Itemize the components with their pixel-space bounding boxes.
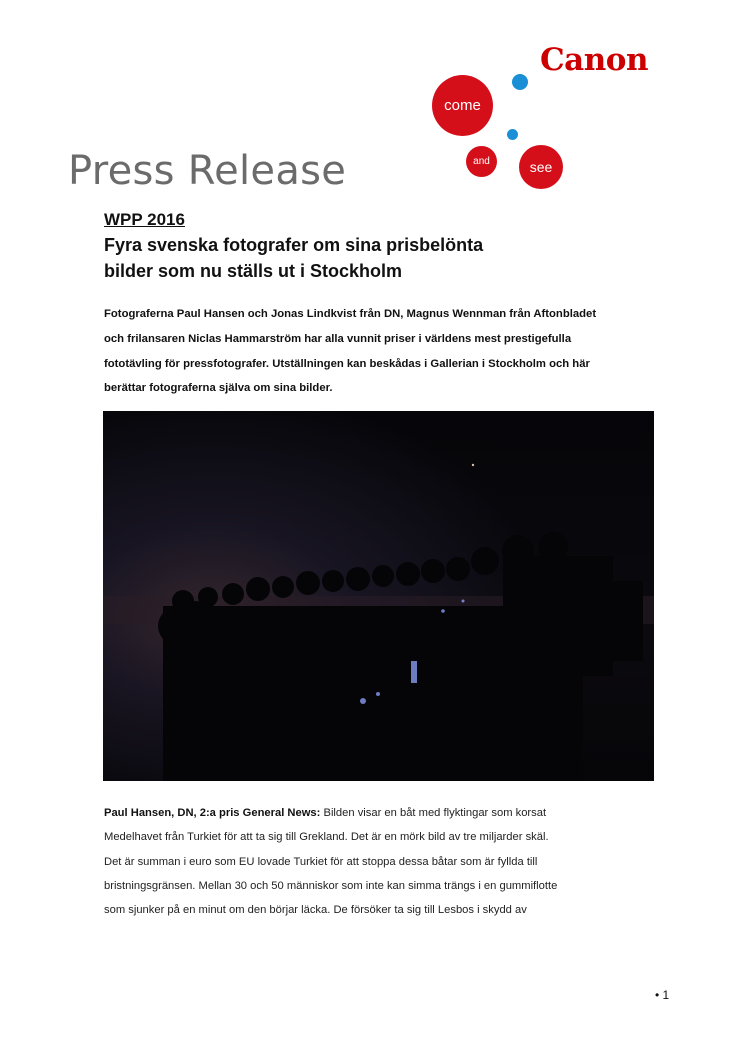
page-number-value: 1 bbox=[662, 988, 670, 1002]
headline-tag: WPP 2016 bbox=[104, 210, 185, 229]
body-paragraph bbox=[104, 801, 664, 922]
come-text: come bbox=[444, 97, 481, 114]
photo-illustration bbox=[103, 411, 654, 781]
blue-dot-decoration bbox=[512, 74, 528, 90]
body-line: som sjunker på en minut om den börjar läcka. De försöker ta sig till Lesbos i skydd av bbox=[104, 904, 527, 917]
headline-line: Fyra svenska fotografer om sina prisbelönta bbox=[104, 235, 484, 255]
page-bullet: • bbox=[655, 988, 660, 1002]
headline-line: bilder som nu ställs ut i Stockholm bbox=[104, 261, 403, 281]
body-line: bristningsgränsen. Mellan 30 och 50 människor som inte kan simma trängs i en gummiflotte bbox=[104, 879, 558, 892]
see-bubble bbox=[519, 145, 563, 189]
news-photo bbox=[103, 411, 654, 781]
intro-line: berättar fotograferna själva om sina bilder. bbox=[104, 382, 333, 395]
intro-line: fototävling för pressfotografer. Utställningen kan beskådas i Gallerian i Stockholm och här bbox=[104, 357, 590, 370]
headline bbox=[104, 232, 624, 284]
and-text: and bbox=[473, 156, 490, 167]
intro-line: och frilansaren Niclas Hammarström har alla vunnit priser i världens mest prestigefulla bbox=[104, 332, 572, 345]
body-line: Det är summan i euro som EU lovade Turkiet för att stoppa dessa båtar som är fyllda till bbox=[104, 855, 538, 868]
body-line: Medelhavet från Turkiet för att ta sig till Grekland. Det är en mörk bild av tre miljarder skäl. bbox=[104, 831, 549, 844]
intro-line: Fotograferna Paul Hansen och Jonas Lindkvist från DN, Magnus Wennman från Aftonbladet bbox=[104, 308, 597, 320]
caption-lead: Paul Hansen, DN, 2:a pris General News: bbox=[104, 807, 321, 819]
intro-paragraph bbox=[104, 302, 664, 401]
body-line-text: Bilden visar en båt med flyktingar som korsat bbox=[320, 807, 547, 819]
canon-logo: Canon bbox=[540, 42, 649, 78]
and-bubble bbox=[466, 146, 497, 177]
body-line bbox=[104, 801, 664, 825]
come-bubble bbox=[432, 75, 493, 136]
see-text: see bbox=[529, 159, 553, 175]
blue-dot-decoration bbox=[507, 129, 518, 140]
page-title: Press Release bbox=[68, 148, 347, 194]
page-number bbox=[655, 988, 669, 1002]
